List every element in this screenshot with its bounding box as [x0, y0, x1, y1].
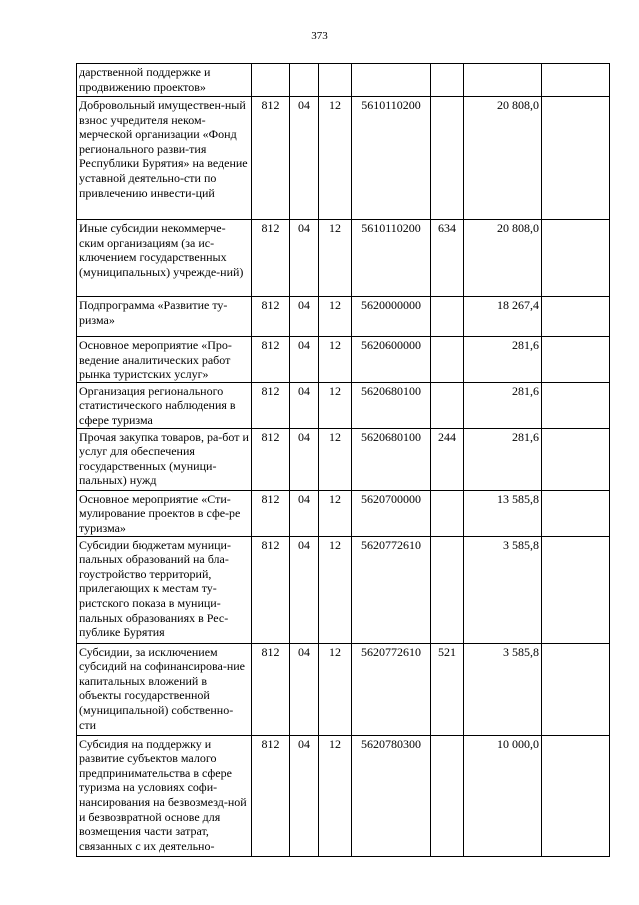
- row-name-cell: дарственной поддержке и продвижению проектов»: [77, 64, 252, 97]
- section-cell: 04: [290, 220, 319, 297]
- empty-cell: [542, 382, 610, 428]
- table-row: [77, 64, 610, 97]
- table-row: [77, 643, 610, 735]
- row-name-cell: Добровольный имуществен-ный взнос учредителя неком-мерческой организации «Фонд регионального разви-тия Республики Бурятия» на ведение уставной деятельно-сти по привлечению инвести-ций: [77, 97, 252, 220]
- empty-cell: [542, 297, 610, 337]
- expense-type-cell: 634: [431, 220, 464, 297]
- admin-code-cell: 812: [252, 297, 290, 337]
- empty-cell: [542, 735, 610, 856]
- amount-cell: 10 000,0: [464, 735, 542, 856]
- admin-code-cell: 812: [252, 536, 290, 643]
- section-cell: 04: [290, 97, 319, 220]
- section-cell: [290, 64, 319, 97]
- amount-cell: 3 585,8: [464, 643, 542, 735]
- section-cell: 04: [290, 735, 319, 856]
- empty-cell: [542, 97, 610, 220]
- target-article-cell: 5620780300: [352, 735, 431, 856]
- admin-code-cell: 812: [252, 337, 290, 383]
- row-name-cell: Организация регионального статистического наблюдения в сфере туризма: [77, 382, 252, 428]
- expense-type-cell: [431, 382, 464, 428]
- row-name-cell: Основное мероприятие «Сти-мулирование проектов в сфе-ре туризма»: [77, 490, 252, 536]
- subsection-cell: 12: [319, 643, 352, 735]
- row-name-cell: Основное мероприятие «Про-ведение аналитических работ рынка туристских услуг»: [77, 337, 252, 383]
- row-name-cell: Подпрограмма «Развитие ту-ризма»: [77, 297, 252, 337]
- table-row: [77, 536, 610, 643]
- section-cell: 04: [290, 536, 319, 643]
- table-row: [77, 97, 610, 220]
- expense-type-cell: [431, 337, 464, 383]
- amount-cell: 3 585,8: [464, 536, 542, 643]
- empty-cell: [542, 337, 610, 383]
- subsection-cell: 12: [319, 490, 352, 536]
- empty-cell: [542, 64, 610, 97]
- row-name-cell: Прочая закупка товаров, ра-бот и услуг для обеспечения государственных (муници-пальных) нужд: [77, 428, 252, 490]
- page-number: 373: [311, 30, 328, 42]
- subsection-cell: 12: [319, 220, 352, 297]
- amount-cell: 281,6: [464, 382, 542, 428]
- amount-cell: 13 585,8: [464, 490, 542, 536]
- target-article-cell: 5610110200: [352, 220, 431, 297]
- amount-cell: 18 267,4: [464, 297, 542, 337]
- subsection-cell: 12: [319, 428, 352, 490]
- table-body: [77, 64, 610, 857]
- expense-type-cell: [431, 735, 464, 856]
- section-cell: 04: [290, 643, 319, 735]
- row-name-cell: Субсидии, за исключением субсидий на софинансирова-ние капитальных вложений в объекты государственной (муниципальной) собственно-сти: [77, 643, 252, 735]
- target-article-cell: 5620600000: [352, 337, 431, 383]
- admin-code-cell: 812: [252, 490, 290, 536]
- expense-type-cell: 244: [431, 428, 464, 490]
- table-row: [77, 428, 610, 490]
- amount-cell: 281,6: [464, 337, 542, 383]
- subsection-cell: 12: [319, 536, 352, 643]
- subsection-cell: [319, 64, 352, 97]
- target-article-cell: 5620700000: [352, 490, 431, 536]
- subsection-cell: 12: [319, 382, 352, 428]
- amount-cell: [464, 64, 542, 97]
- budget-table: [76, 63, 610, 857]
- target-article-cell: 5620000000: [352, 297, 431, 337]
- subsection-cell: 12: [319, 97, 352, 220]
- expense-type-cell: 521: [431, 643, 464, 735]
- admin-code-cell: 812: [252, 220, 290, 297]
- table-row: [77, 490, 610, 536]
- target-article-cell: 5610110200: [352, 97, 431, 220]
- admin-code-cell: 812: [252, 428, 290, 490]
- subsection-cell: 12: [319, 735, 352, 856]
- amount-cell: 281,6: [464, 428, 542, 490]
- target-article-cell: [352, 64, 431, 97]
- table-row: [77, 220, 610, 297]
- subsection-cell: 12: [319, 337, 352, 383]
- admin-code-cell: 812: [252, 382, 290, 428]
- expense-type-cell: [431, 536, 464, 643]
- target-article-cell: 5620772610: [352, 643, 431, 735]
- table-row: [77, 382, 610, 428]
- empty-cell: [542, 536, 610, 643]
- table-row: [77, 297, 610, 337]
- table-row: [77, 735, 610, 856]
- admin-code-cell: 812: [252, 97, 290, 220]
- subsection-cell: 12: [319, 297, 352, 337]
- empty-cell: [542, 220, 610, 297]
- table-row: [77, 337, 610, 383]
- section-cell: 04: [290, 382, 319, 428]
- row-name-cell: Иные субсидии некоммерче-ским организациям (за ис-ключением государственных (муниципальных) учрежде-ний): [77, 220, 252, 297]
- expense-type-cell: [431, 97, 464, 220]
- expense-type-cell: [431, 490, 464, 536]
- amount-cell: 20 808,0: [464, 220, 542, 297]
- empty-cell: [542, 490, 610, 536]
- empty-cell: [542, 643, 610, 735]
- section-cell: 04: [290, 297, 319, 337]
- section-cell: 04: [290, 428, 319, 490]
- expense-type-cell: [431, 297, 464, 337]
- target-article-cell: 5620680100: [352, 382, 431, 428]
- row-name-cell: Субсидия на поддержку и развитие субъектов малого предпринимательства в сфере туризма на условиях софи-нансирования на безвозмезд-ной и безвозвратной основе для возмещения части затрат, связанных с их деятельно-: [77, 735, 252, 856]
- target-article-cell: 5620680100: [352, 428, 431, 490]
- section-cell: 04: [290, 490, 319, 536]
- expense-type-cell: [431, 64, 464, 97]
- row-name-cell: Субсидии бюджетам муници-пальных образований на бла-гоустройство территорий, прилегающих к местам ту-ристского показа в муници-пальных образованиях в Рес-публике Бурятия: [77, 536, 252, 643]
- empty-cell: [542, 428, 610, 490]
- admin-code-cell: 812: [252, 643, 290, 735]
- admin-code-cell: 812: [252, 735, 290, 856]
- section-cell: 04: [290, 337, 319, 383]
- admin-code-cell: [252, 64, 290, 97]
- target-article-cell: 5620772610: [352, 536, 431, 643]
- amount-cell: 20 808,0: [464, 97, 542, 220]
